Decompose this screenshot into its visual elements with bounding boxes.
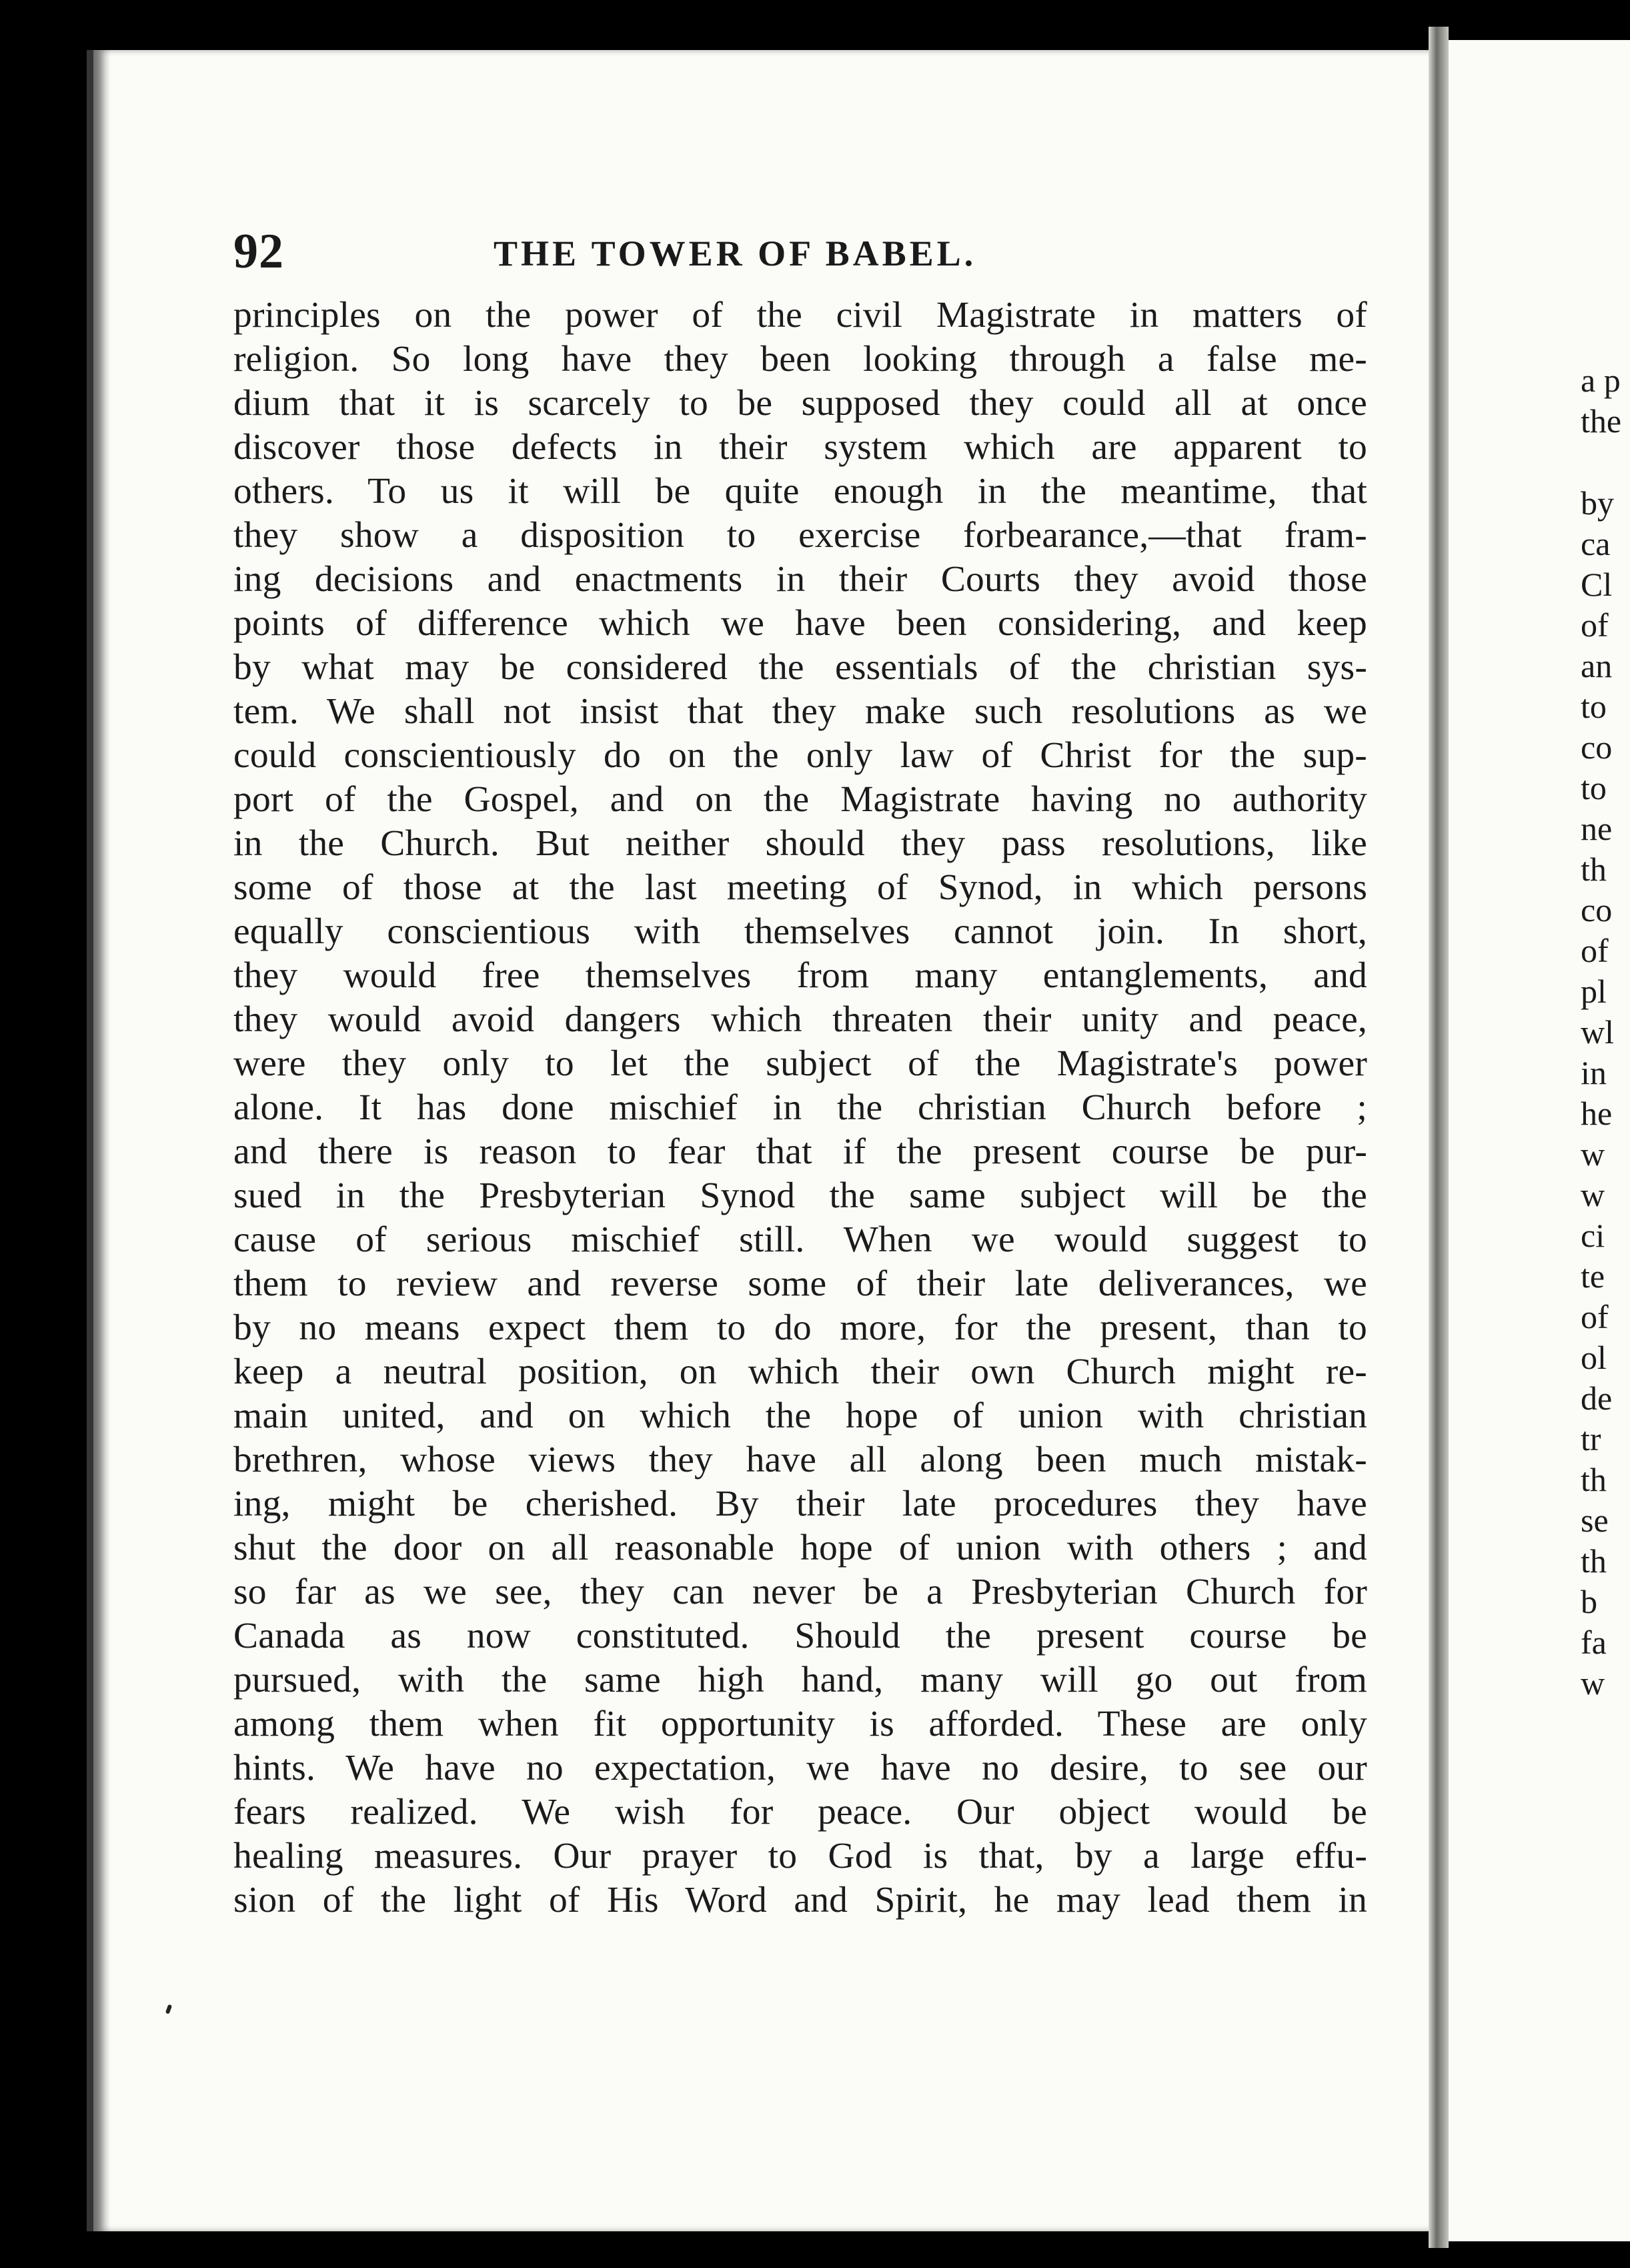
- text-line: alone. It has done mischief in the christian Church before ;: [233, 1087, 1367, 1128]
- text-line: they would free themselves from many entanglements, and: [233, 955, 1367, 996]
- facing-page-fragment: the: [1581, 402, 1622, 440]
- facing-page-fragment: by: [1581, 484, 1614, 522]
- facing-page-fragment: th: [1581, 851, 1607, 888]
- text-line: cause of serious mischief still. When we would suggest to: [233, 1219, 1367, 1260]
- text-line: could conscientiously do on the only law of Christ for the sup-: [233, 735, 1367, 776]
- facing-page-fragment: th: [1581, 1542, 1607, 1580]
- text-line: shut the door on all reasonable hope of union with others ; and: [233, 1528, 1367, 1568]
- text-line: principles on the power of the civil Magistrate in matters of: [233, 295, 1367, 336]
- text-line: others. To us it will be quite enough in the meantime, that: [233, 471, 1367, 512]
- text-line: among them when fit opportunity is afforded. These are only: [233, 1704, 1367, 1744]
- facing-page-fragment: te: [1581, 1257, 1605, 1295]
- facing-page-fragment: b: [1581, 1583, 1597, 1620]
- text-line: fears realized. We wish for peace. Our object would be: [233, 1792, 1367, 1832]
- facing-page-fragment: to: [1581, 769, 1607, 806]
- text-line: they show a disposition to exercise forbearance,—that fram-: [233, 515, 1367, 556]
- facing-page-fragment: a p: [1581, 362, 1621, 399]
- facing-page-fragment: he: [1581, 1095, 1613, 1132]
- text-line: equally conscientious with themselves cannot join. In short,: [233, 911, 1367, 952]
- page-edge-shadow: [87, 50, 111, 2231]
- body-text: [233, 294, 1367, 1922]
- text-line: and there is reason to fear that if the present course be pur-: [233, 1131, 1367, 1172]
- text-line: healing measures. Our prayer to God is that, by a large effu-: [233, 1836, 1367, 1876]
- facing-page-fragment: w: [1581, 1135, 1605, 1173]
- text-line: port of the Gospel, and on the Magistrate having no authority: [233, 779, 1367, 820]
- facing-page-fragment: co: [1581, 728, 1613, 766]
- text-line: tem. We shall not insist that they make such resolutions as we: [233, 691, 1367, 732]
- facing-page-fragment: w: [1581, 1664, 1605, 1702]
- text-line: sion of the light of His Word and Spirit, he may lead them in: [233, 1880, 1367, 1920]
- facing-page-fragment: ca: [1581, 525, 1611, 562]
- text-line: were they only to let the subject of the Magistrate's power: [233, 1043, 1367, 1084]
- facing-page-fragment: Cl: [1581, 566, 1613, 603]
- facing-page-fragment: ne: [1581, 810, 1613, 847]
- text-line: them to review and reverse some of their late deliverances, we: [233, 1263, 1367, 1304]
- text-line: Canada as now constituted. Should the present course be: [233, 1616, 1367, 1656]
- book-gutter: [1429, 27, 1449, 2248]
- facing-page-fragment: wl: [1581, 1013, 1614, 1051]
- text-line: religion. So long have they been looking through a false me-: [233, 339, 1367, 380]
- text-line: brethren, whose views they have all along been much mistak-: [233, 1440, 1367, 1480]
- text-line: keep a neutral position, on which their own Church might re-: [233, 1351, 1367, 1392]
- text-line: discover those defects in their system which are apparent to: [233, 427, 1367, 468]
- facing-page-fragment: th: [1581, 1461, 1607, 1498]
- facing-page-fragment: of: [1581, 1298, 1609, 1335]
- facing-page-fragment: pl: [1581, 973, 1607, 1010]
- facing-page-fragment: co: [1581, 891, 1613, 929]
- text-line: ing, might be cherished. By their late procedures they have: [233, 1484, 1367, 1524]
- facing-page-fragment: se: [1581, 1502, 1609, 1539]
- text-line: in the Church. But neither should they pass resolutions, like: [233, 823, 1367, 864]
- facing-page-fragment: ol: [1581, 1339, 1607, 1376]
- page-header: [233, 223, 1367, 284]
- text-line: pursued, with the same high hand, many will go out from: [233, 1660, 1367, 1700]
- facing-page-fragment: ci: [1581, 1217, 1605, 1254]
- text-line: so far as we see, they can never be a Presbyterian Church for: [233, 1572, 1367, 1612]
- text-line: by what may be considered the essentials of the christian sys-: [233, 647, 1367, 688]
- text-line: points of difference which we have been considering, and keep: [233, 603, 1367, 644]
- text-line: ing decisions and enactments in their Courts they avoid those: [233, 559, 1367, 600]
- facing-page-fragment: w: [1581, 1176, 1605, 1213]
- page-number: 92: [233, 224, 284, 279]
- text-line: sued in the Presbyterian Synod the same subject will be the: [233, 1175, 1367, 1216]
- text-line: hints. We have no expectation, we have no desire, to see our: [233, 1748, 1367, 1788]
- facing-page-text: [1581, 360, 1630, 1704]
- text-line: dium that it is scarcely to be supposed they could all at once: [233, 383, 1367, 424]
- facing-page-fragment: de: [1581, 1379, 1613, 1417]
- facing-page-fragment: to: [1581, 688, 1607, 725]
- text-line: they would avoid dangers which threaten their unity and peace,: [233, 999, 1367, 1040]
- text-line: by no means expect them to do more, for the present, than to: [233, 1307, 1367, 1348]
- text-line: some of those at the last meeting of Synod, in which persons: [233, 867, 1367, 908]
- facing-page-fragment: of: [1581, 606, 1609, 644]
- facing-page-fragment: tr: [1581, 1420, 1601, 1458]
- facing-page-fragment: of: [1581, 932, 1609, 969]
- text-line: main united, and on which the hope of union with christian: [233, 1395, 1367, 1436]
- running-head: THE TOWER OF BABEL.: [494, 233, 977, 273]
- facing-page-fragment: an: [1581, 647, 1613, 684]
- facing-page-fragment: in: [1581, 1054, 1607, 1091]
- facing-page-fragment: fa: [1581, 1624, 1607, 1661]
